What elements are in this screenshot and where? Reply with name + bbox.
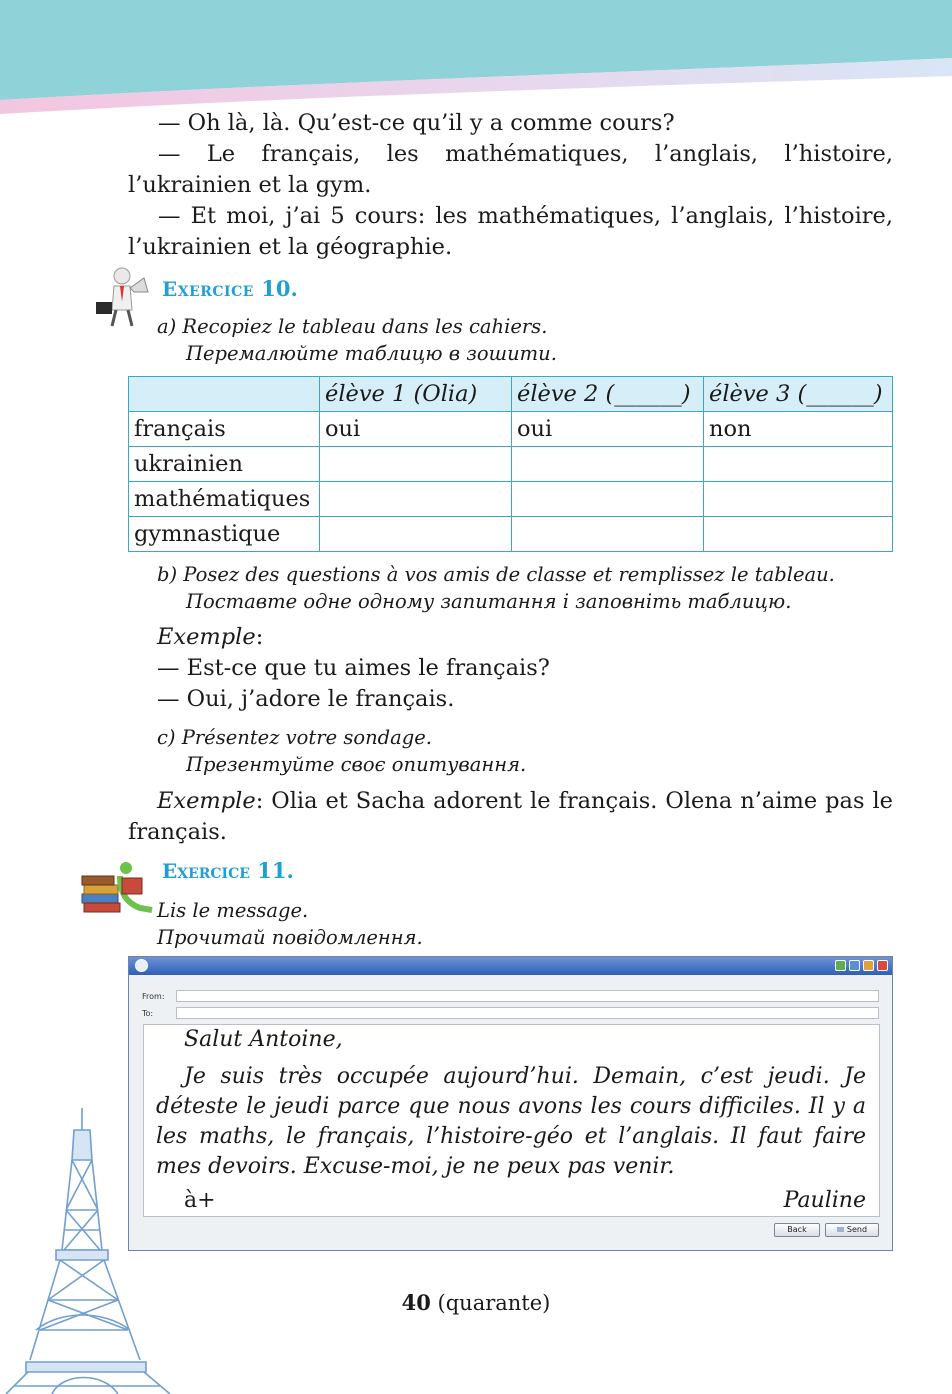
back-button[interactable]: Back xyxy=(774,1223,820,1237)
exercise-11-instruction-french: Lis le message. xyxy=(157,899,309,922)
example-label-line: Exemple: xyxy=(157,624,264,650)
email-greeting: Salut Antoine, xyxy=(184,1027,343,1052)
message-body[interactable] xyxy=(143,1024,880,1217)
table-cell: français xyxy=(129,412,320,447)
exercise-10-c-ukrainian: Презентуйте своє опитування. xyxy=(186,753,527,776)
from-label: From: xyxy=(142,992,165,1001)
table-cell: gymnastique xyxy=(129,517,320,552)
table-cell: oui xyxy=(320,412,512,447)
from-field[interactable] xyxy=(176,990,879,1002)
exercise-10-word: Exercice xyxy=(162,277,254,301)
page-number-digits: 40 xyxy=(401,1290,431,1315)
help-icon[interactable] xyxy=(835,960,846,971)
table-cell xyxy=(704,447,893,482)
dialogue-line-2: — Le français, les mathématiques, l’anglais, l’histoire, l’ukrainien et la gym. xyxy=(128,141,893,198)
to-field[interactable] xyxy=(176,1007,879,1019)
exercise-10-number: 10. xyxy=(261,276,298,301)
send-label: Send xyxy=(846,1225,868,1234)
table-header-cell: élève 1 (Olia) xyxy=(320,377,512,412)
example-2-label: Exemple xyxy=(157,788,256,814)
table-row xyxy=(129,447,893,482)
exercise-11-word: Exercice xyxy=(162,859,250,883)
survey-table xyxy=(128,376,893,552)
app-logo-icon xyxy=(135,959,148,972)
top-color-band xyxy=(0,0,952,120)
example-answer: — Oui, j’adore le français. xyxy=(157,686,455,712)
exercise-10-a-ukrainian: Перемалюйте таблицю в зошити. xyxy=(186,342,557,365)
megaphone-speaker-icon xyxy=(92,262,158,328)
table-cell xyxy=(320,517,512,552)
table-header-row xyxy=(129,377,893,412)
table-header-cell: élève 2 (______) xyxy=(512,377,704,412)
exercise-10-b-ukrainian: Поставте одне одному запитання і заповніть таблицю. xyxy=(186,590,792,613)
exercise-10-a-french: a) Recopiez le tableau dans les cahiers. xyxy=(157,315,548,338)
example-2-paragraph xyxy=(128,786,893,848)
exercise-10-c-french: c) Présentez votre sondage. xyxy=(157,726,432,749)
example-label: Exemple xyxy=(157,624,256,650)
send-icon xyxy=(837,1227,844,1232)
table-header-cell xyxy=(129,377,320,412)
email-window xyxy=(128,956,893,1251)
table-cell: non xyxy=(704,412,893,447)
table-cell xyxy=(512,482,704,517)
dialogue-line-1: — Oh là, là. Qu’est-ce qu’il y a comme cours? xyxy=(158,110,675,136)
email-closing: à+ xyxy=(184,1188,216,1213)
table-cell xyxy=(320,482,512,517)
books-reading-icon xyxy=(80,860,156,916)
table-cell xyxy=(512,517,704,552)
dialogue-block xyxy=(128,108,893,263)
table-row xyxy=(129,517,893,552)
exercise-11-instruction-ukrainian: Прочитай повідомлення. xyxy=(157,926,423,949)
table-cell xyxy=(704,482,893,517)
example-2-text: : Olia et Sacha adorent le français. Olena n’aime pas le français. xyxy=(128,788,893,845)
table-header-cell: élève 3 (______) xyxy=(704,377,893,412)
dialogue-line-3: — Et moi, j’ai 5 cours: les mathématiques, l’anglais, l’histoire, l’ukrainien et la géographie. xyxy=(128,203,893,260)
table-row xyxy=(129,412,893,447)
email-signature: Pauline xyxy=(783,1188,866,1213)
exercise-10-b-french: b) Posez des questions à vos amis de classe et remplissez le tableau. xyxy=(157,563,835,586)
close-icon[interactable] xyxy=(877,960,888,971)
table-cell: ukrainien xyxy=(129,447,320,482)
send-button[interactable] xyxy=(825,1223,879,1237)
email-body-text: Je suis très occupée aujourd’hui. Demain, c’est jeudi. Je déteste le jeudi parce que nous avons les cours difficiles. Il y a les maths, le français, l’histoire-géo et l’anglais. Il faut faire mes devoirs. Excuse-moi, je ne peux pas venir. xyxy=(156,1064,866,1179)
page-number xyxy=(0,1290,952,1315)
table-cell: mathématiques xyxy=(129,482,320,517)
to-label: To: xyxy=(142,1009,154,1018)
exercise-11-number: 11. xyxy=(257,858,294,883)
survey-table-wrapper xyxy=(128,376,893,552)
minimize-icon[interactable] xyxy=(849,960,860,971)
table-row xyxy=(129,482,893,517)
example-question: — Est-ce que tu aimes le français? xyxy=(157,655,550,681)
exercise-11-title xyxy=(162,858,294,883)
table-cell xyxy=(320,447,512,482)
maximize-icon[interactable] xyxy=(863,960,874,971)
page-number-word: (quarante) xyxy=(437,1291,551,1315)
email-window-titlebar xyxy=(129,957,892,975)
table-cell: oui xyxy=(512,412,704,447)
table-cell xyxy=(704,517,893,552)
table-cell xyxy=(512,447,704,482)
exercise-10-title xyxy=(162,276,298,301)
